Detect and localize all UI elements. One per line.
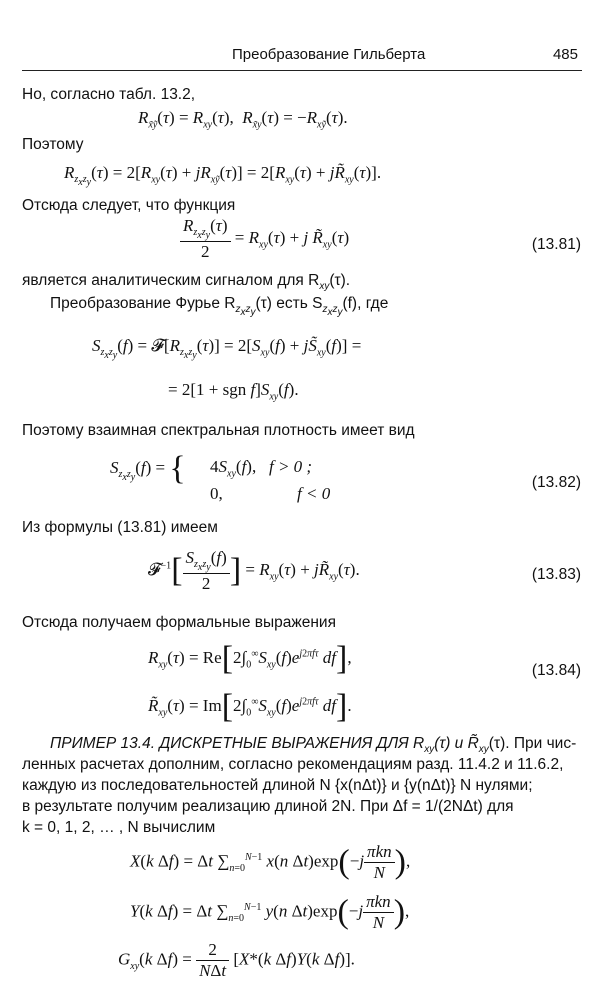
- example-line-3: каждую из последовательностей длиной N {x(nΔt)} и {y(nΔt)} N нулями;: [22, 777, 533, 794]
- case-2: 0,: [210, 484, 223, 503]
- page-number: 485: [552, 46, 578, 63]
- example-line-5: k = 0, 1, 2, … , N вычислим: [22, 819, 216, 836]
- case-1: $4S_{xy}(f)$, f > 0 ;: [210, 457, 313, 480]
- formula-13-82: $S_{z_xz_y}(f)$ = {: [110, 450, 186, 487]
- formula-rxy-relations: $R_{x̃ỹ}(\tau) = R_{xy}(\tau)$, $R_{x̃y}(\tau) = -R_{xỹ}(\tau)$.: [138, 108, 348, 131]
- example-line-1: ПРИМЕР 13.4. ДИСКРЕТНЫЕ ВЫРАЖЕНИЯ ДЛЯ $R_{xy}(\tau)$ и $R̃_{xy}(\tau)$. При чис-: [50, 735, 577, 756]
- header-rule: [22, 70, 582, 71]
- case-2-condition: f < 0: [297, 484, 331, 503]
- formula-13-84-line2: $R̃_{xy}(\tau) = Im[2\int_0^\infty S_{xy}(f)e^{j2\pi f\tau}$ df].: [148, 688, 352, 725]
- paragraph-4: является аналитическим сигналом для $R_{xy}(\tau)$.: [22, 272, 351, 293]
- formula-x-dft: X(k Δf) = Δt $\sum_{n=0}^{N-1}$ x(n Δt)exp(−j $\frac{\text{πkn}}{N}$ ),: [130, 842, 411, 882]
- formula-13-84-line1: $R_{xy}(\tau) = Re[2\int_0^\infty S_{xy}(f)e^{j2\pi f\tau}$ df],: [148, 640, 352, 677]
- paragraph-2: Поэтому: [22, 136, 84, 153]
- formula-rzz: $R_{z_xz_y}(\tau) = 2[R_{xy}(\tau) + jR_{xỹ}(\tau)] = 2[R_{xy}(\tau)$ + $jR̃_{xy}(\tau)$].: [64, 163, 382, 189]
- formula-gxy: $G_{xy}(k$ Δf) = $\frac{2}{\text{NΔt}}$ [X*(k Δf)Y(k Δf)].: [118, 940, 355, 980]
- equation-number-13-84: (13.84): [531, 662, 581, 679]
- formula-13-81: $\frac{R_{z_xz_y}(\tau)}{2}$ = $R_{xy}(\tau) + j$ $R̃_{xy}(\tau)$: [180, 216, 349, 262]
- equation-number-13-81: (13.81): [531, 236, 581, 253]
- formula-szz-line1: $S_{z_xz_y}(f)$ = $𝓕[R_{z_xz_y}(\tau)] = 2[S_{xy}(f)$ + $jS̃_{xy}(f)$] =: [92, 336, 362, 362]
- equation-number-13-83: (13.83): [531, 566, 581, 583]
- formula-y-dft: Y(k Δf) = Δt $\sum_{n=0}^{N-1}$ y(n Δt)exp(−j $\frac{\text{πkn}}{N}$ ),: [130, 892, 410, 932]
- example-line-4: в результате получим реализацию длиной 2N. При Δf = 1/(2NΔt) для: [22, 798, 514, 815]
- equation-number-13-82: (13.82): [531, 474, 581, 491]
- example-line-2: ленных расчетах дополним, согласно рекомендациям разд. 11.4.2 и 11.6.2,: [22, 756, 564, 773]
- running-header: [22, 46, 582, 70]
- paragraph-3: Отсюда следует, что функция: [22, 197, 236, 214]
- paragraph-7: Из формулы (13.81) имеем: [22, 519, 218, 536]
- header-title: Преобразование Гильберта: [232, 46, 426, 63]
- paragraph-1: Но, согласно табл. 13.2,: [22, 86, 196, 103]
- formula-13-83: 𝓕$^{-1}$[ $\frac{S_{z_xz_y}(f)}{2}$ ] = $R_{xy}(\tau)$ + $jR̃_{xy}(\tau)$.: [148, 548, 360, 594]
- paragraph-8: Отсюда получаем формальные выражения: [22, 614, 336, 631]
- paragraph-6: Поэтому взаимная спектральная плотность имеет вид: [22, 422, 415, 439]
- formula-szz-line2: = 2[1 + sgn $f]S_{xy}(f)$.: [168, 380, 299, 403]
- paragraph-5: Преобразование Фурье $R_{z_xz_y}(\tau)$ есть $S_{z_xz_y}(f)$, где: [50, 295, 389, 319]
